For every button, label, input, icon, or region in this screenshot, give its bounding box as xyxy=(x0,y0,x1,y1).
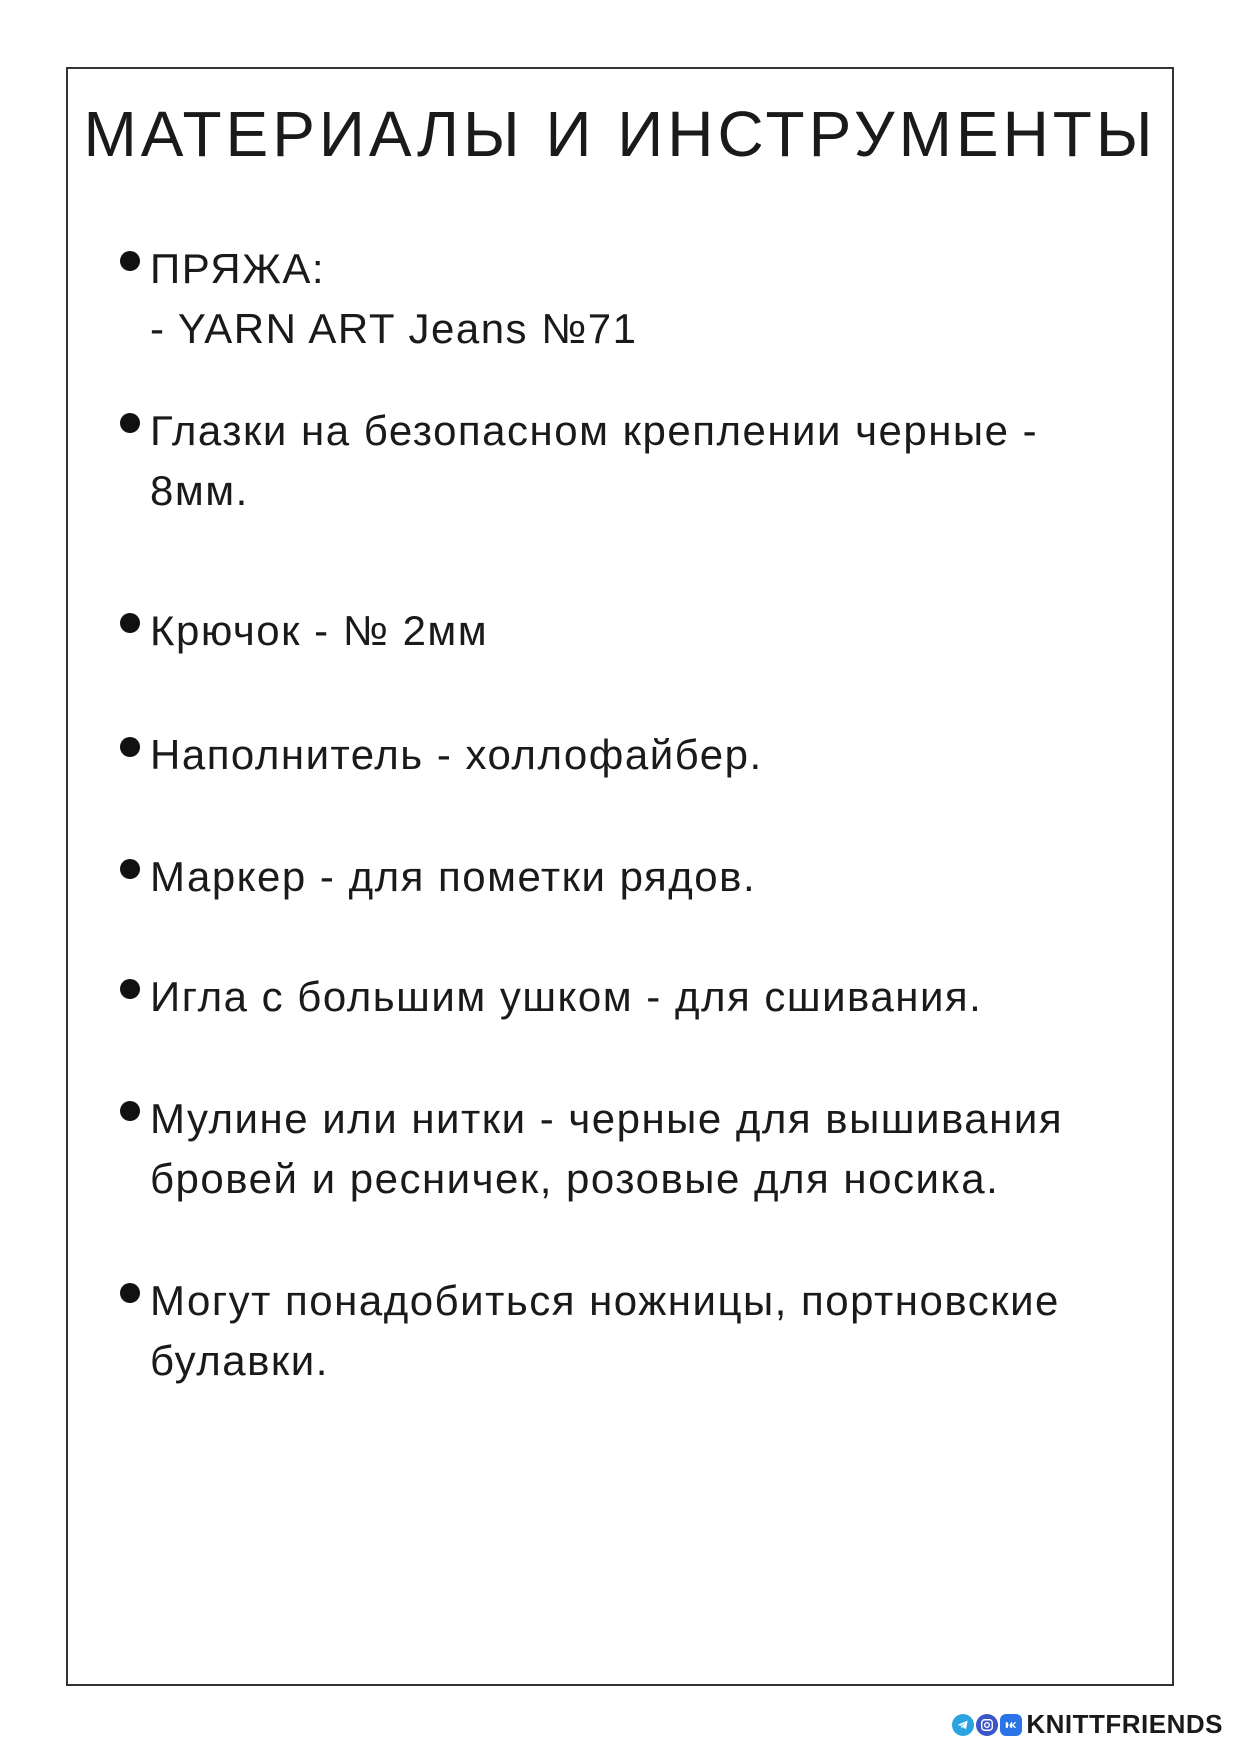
vk-icon xyxy=(1000,1714,1022,1736)
list-item-floss xyxy=(120,1089,1164,1209)
item-line: ПРЯЖА: xyxy=(150,245,326,292)
item-line: Игла с большим ушком - для сшивания. xyxy=(150,973,983,1020)
bullet-icon xyxy=(120,1283,140,1303)
page-title: МАТЕРИАЛЫ И ИНСТРУМЕНТЫ xyxy=(83,98,1157,170)
materials-frame xyxy=(66,67,1174,1686)
list-item-scissors xyxy=(120,1271,1164,1391)
list-item-needle xyxy=(120,967,1164,1027)
item-line: булавки. xyxy=(150,1337,329,1384)
item-line: Крючок - № 2мм xyxy=(150,607,489,654)
footer-brand xyxy=(952,1709,1223,1740)
list-item-yarn xyxy=(120,239,1164,359)
bullet-icon xyxy=(120,1101,140,1121)
bullet-icon xyxy=(120,251,140,271)
list-item-hook xyxy=(120,601,1164,661)
bullet-icon xyxy=(120,979,140,999)
item-line: Могут понадобиться ножницы, портновские xyxy=(150,1277,1060,1324)
telegram-icon xyxy=(952,1714,974,1736)
instagram-icon xyxy=(976,1714,998,1736)
item-line: 8мм. xyxy=(150,467,249,514)
materials-list xyxy=(68,69,1172,1684)
bullet-icon xyxy=(120,859,140,879)
item-line: Наполнитель - холлофайбер. xyxy=(150,731,763,778)
bullet-icon xyxy=(120,413,140,433)
bullet-icon xyxy=(120,613,140,633)
list-item-eyes xyxy=(120,401,1164,521)
list-item-filling xyxy=(120,725,1164,785)
item-line: - YARN ART Jeans №71 xyxy=(150,305,638,352)
list-item-marker xyxy=(120,847,1164,907)
item-line: Мулине или нитки - черные для вышивания xyxy=(150,1095,1064,1142)
bullet-icon xyxy=(120,737,140,757)
item-line: Маркер - для пометки рядов. xyxy=(150,853,757,900)
brand-name: KNITTFRIENDS xyxy=(1026,1709,1223,1739)
item-line: Глазки на безопасном креплении черные - xyxy=(150,407,1039,454)
item-line: бровей и ресничек, розовые для носика. xyxy=(150,1155,1000,1202)
